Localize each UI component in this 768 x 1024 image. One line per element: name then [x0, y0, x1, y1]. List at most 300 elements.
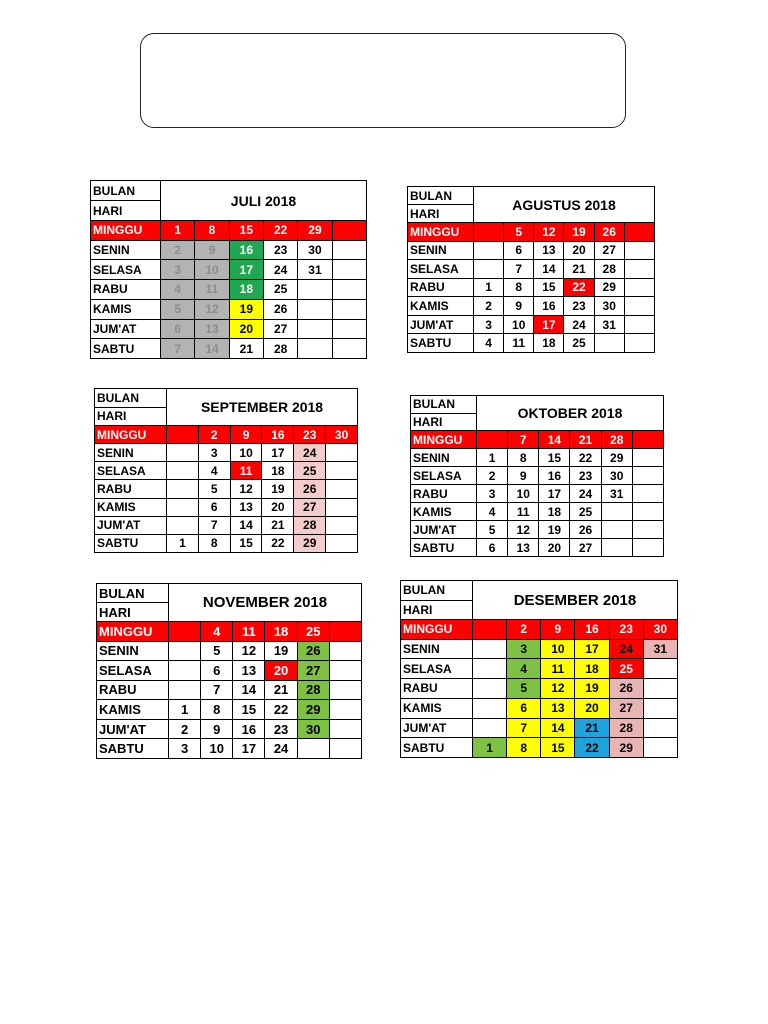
date-cell: 11	[195, 280, 229, 300]
day-label: SENIN	[91, 240, 161, 260]
date-cell: 17	[229, 260, 263, 280]
date-cell: 9	[508, 467, 539, 485]
day-row-rabu	[91, 280, 367, 300]
date-cell: 8	[201, 700, 233, 720]
month-title: NOVEMBER 2018	[169, 584, 362, 622]
date-cell: 17	[539, 485, 570, 503]
date-cell	[624, 315, 654, 334]
date-cell	[332, 339, 366, 359]
day-row-kamis	[411, 503, 664, 521]
date-cell	[329, 661, 361, 681]
date-cell	[326, 444, 358, 462]
date-cell: 12	[534, 223, 564, 242]
date-cell: 7	[201, 680, 233, 700]
date-cell: 1	[477, 449, 508, 467]
calendar-november	[96, 583, 362, 759]
date-cell: 3	[161, 260, 195, 280]
day-label: MINGGU	[95, 426, 167, 444]
date-cell: 1	[161, 221, 195, 241]
month-title: OKTOBER 2018	[477, 396, 664, 431]
date-cell: 27	[594, 241, 624, 260]
date-cell	[169, 661, 201, 681]
day-row-kamis	[401, 698, 678, 718]
date-cell: 13	[541, 698, 575, 718]
date-cell: 7	[507, 718, 541, 738]
date-cell	[329, 719, 361, 739]
day-label: MINGGU	[91, 221, 161, 241]
date-cell: 22	[575, 738, 609, 758]
day-row-senin	[95, 444, 358, 462]
date-cell: 1	[473, 738, 507, 758]
date-cell: 19	[564, 223, 594, 242]
date-cell	[169, 641, 201, 661]
date-cell	[632, 485, 663, 503]
date-cell: 9	[230, 426, 262, 444]
date-cell: 25	[297, 622, 329, 642]
day-label: SELASA	[97, 661, 169, 681]
day-label: JUM'AT	[91, 319, 161, 339]
date-cell	[632, 539, 663, 557]
day-row-kamis	[97, 700, 362, 720]
date-cell: 10	[504, 315, 534, 334]
date-cell	[643, 738, 677, 758]
day-row-minggu	[408, 223, 655, 242]
date-cell	[632, 503, 663, 521]
day-label: RABU	[401, 679, 473, 699]
date-cell	[298, 299, 332, 319]
date-cell	[167, 462, 199, 480]
date-cell: 9	[504, 297, 534, 316]
date-cell: 12	[230, 480, 262, 498]
date-cell: 13	[534, 241, 564, 260]
date-cell: 18	[539, 503, 570, 521]
date-cell: 14	[230, 516, 262, 534]
calendar-desember	[400, 580, 678, 758]
day-row-kamis	[91, 299, 367, 319]
date-cell	[601, 503, 632, 521]
date-cell: 12	[541, 679, 575, 699]
date-cell	[632, 467, 663, 485]
bulan-label: BULAN	[95, 389, 167, 408]
date-cell: 10	[195, 260, 229, 280]
date-cell: 27	[609, 698, 643, 718]
date-cell: 17	[233, 739, 265, 759]
date-cell: 21	[575, 718, 609, 738]
day-label: MINGGU	[401, 620, 473, 640]
date-cell: 29	[601, 449, 632, 467]
date-cell: 29	[609, 738, 643, 758]
date-cell: 3	[477, 485, 508, 503]
date-cell: 7	[161, 339, 195, 359]
date-cell: 14	[541, 718, 575, 738]
bulan-label: BULAN	[91, 181, 161, 201]
date-cell: 17	[262, 444, 294, 462]
date-cell: 24	[609, 639, 643, 659]
date-cell	[473, 620, 507, 640]
date-cell: 7	[198, 516, 230, 534]
day-label: KAMIS	[408, 297, 474, 316]
day-row-sabtu	[95, 534, 358, 552]
date-cell: 20	[262, 498, 294, 516]
date-cell: 8	[508, 449, 539, 467]
date-cell: 18	[575, 659, 609, 679]
date-cell: 20	[564, 241, 594, 260]
date-cell	[601, 539, 632, 557]
day-row-jumat	[401, 718, 678, 738]
date-cell	[473, 698, 507, 718]
date-cell: 21	[229, 339, 263, 359]
date-cell	[624, 260, 654, 279]
date-cell: 25	[564, 334, 594, 353]
date-cell: 29	[298, 221, 332, 241]
date-cell: 31	[594, 315, 624, 334]
date-cell	[167, 444, 199, 462]
date-cell: 26	[263, 299, 297, 319]
day-label: RABU	[95, 480, 167, 498]
date-cell: 31	[601, 485, 632, 503]
day-label: SENIN	[401, 639, 473, 659]
day-row-minggu	[91, 221, 367, 241]
month-title: DESEMBER 2018	[473, 581, 678, 620]
day-row-selasa	[408, 260, 655, 279]
day-row-rabu	[408, 278, 655, 297]
date-cell	[326, 480, 358, 498]
day-row-rabu	[401, 679, 678, 699]
day-label: SABTU	[411, 539, 477, 557]
hari-label: HARI	[97, 603, 169, 622]
date-cell: 6	[477, 539, 508, 557]
day-label: SELASA	[95, 462, 167, 480]
date-cell: 18	[229, 280, 263, 300]
day-label: KAMIS	[97, 700, 169, 720]
calendar-september	[94, 388, 358, 553]
day-row-senin	[411, 449, 664, 467]
date-cell	[167, 498, 199, 516]
date-cell	[169, 622, 201, 642]
date-cell: 28	[263, 339, 297, 359]
day-row-sabtu	[411, 539, 664, 557]
date-cell	[332, 280, 366, 300]
date-cell	[332, 260, 366, 280]
date-cell	[167, 480, 199, 498]
date-cell: 11	[541, 659, 575, 679]
date-cell: 7	[504, 260, 534, 279]
day-row-senin	[91, 240, 367, 260]
date-cell	[632, 449, 663, 467]
date-cell: 20	[575, 698, 609, 718]
date-cell: 6	[198, 498, 230, 516]
date-cell	[624, 297, 654, 316]
date-cell: 12	[233, 641, 265, 661]
day-row-selasa	[411, 467, 664, 485]
date-cell: 24	[263, 260, 297, 280]
month-title: AGUSTUS 2018	[474, 187, 655, 223]
day-label: RABU	[91, 280, 161, 300]
date-cell: 26	[294, 480, 326, 498]
date-cell: 31	[643, 639, 677, 659]
month-title: SEPTEMBER 2018	[167, 389, 358, 426]
date-cell	[643, 659, 677, 679]
date-cell: 18	[265, 622, 297, 642]
date-cell: 2	[474, 297, 504, 316]
bulan-label: BULAN	[97, 584, 169, 603]
date-cell: 4	[201, 622, 233, 642]
day-row-sabtu	[97, 739, 362, 759]
date-cell	[474, 223, 504, 242]
day-label: SELASA	[408, 260, 474, 279]
date-cell	[643, 698, 677, 718]
date-cell	[473, 718, 507, 738]
date-cell	[624, 334, 654, 353]
date-cell: 28	[601, 431, 632, 449]
date-cell: 9	[195, 240, 229, 260]
date-cell	[326, 516, 358, 534]
date-cell: 23	[609, 620, 643, 640]
day-label: SABTU	[401, 738, 473, 758]
date-cell	[624, 241, 654, 260]
date-cell	[298, 280, 332, 300]
date-cell	[624, 223, 654, 242]
date-cell	[297, 739, 329, 759]
date-cell: 19	[575, 679, 609, 699]
date-cell	[643, 679, 677, 699]
day-label: JUM'AT	[401, 718, 473, 738]
day-row-kamis	[95, 498, 358, 516]
calendar-agustus	[407, 186, 655, 353]
day-label: SELASA	[411, 467, 477, 485]
date-cell: 15	[233, 700, 265, 720]
date-cell: 15	[534, 278, 564, 297]
day-row-senin	[97, 641, 362, 661]
date-cell: 4	[507, 659, 541, 679]
date-cell: 11	[508, 503, 539, 521]
date-cell: 5	[504, 223, 534, 242]
date-cell: 4	[198, 462, 230, 480]
date-cell	[332, 221, 366, 241]
date-cell: 15	[230, 534, 262, 552]
date-cell	[474, 260, 504, 279]
date-cell: 3	[474, 315, 504, 334]
hari-label: HARI	[408, 205, 474, 223]
date-cell: 4	[474, 334, 504, 353]
bulan-label: BULAN	[411, 396, 477, 414]
date-cell: 5	[161, 299, 195, 319]
date-cell: 3	[169, 739, 201, 759]
date-cell: 13	[230, 498, 262, 516]
date-cell	[643, 718, 677, 738]
date-cell: 27	[570, 539, 601, 557]
date-cell: 19	[262, 480, 294, 498]
date-cell: 14	[195, 339, 229, 359]
day-row-jumat	[411, 521, 664, 539]
day-label: SELASA	[401, 659, 473, 679]
day-label: RABU	[97, 680, 169, 700]
day-row-rabu	[95, 480, 358, 498]
date-cell: 5	[477, 521, 508, 539]
date-cell: 18	[262, 462, 294, 480]
day-row-sabtu	[408, 334, 655, 353]
day-row-selasa	[95, 462, 358, 480]
date-cell	[632, 521, 663, 539]
day-row-selasa	[401, 659, 678, 679]
date-cell: 10	[508, 485, 539, 503]
date-cell	[167, 516, 199, 534]
hari-label: HARI	[95, 407, 167, 426]
day-label: JUM'AT	[95, 516, 167, 534]
date-cell: 23	[265, 719, 297, 739]
date-cell: 20	[539, 539, 570, 557]
date-cell: 28	[294, 516, 326, 534]
hari-label: HARI	[411, 413, 477, 431]
date-cell: 8	[507, 738, 541, 758]
day-label: MINGGU	[411, 431, 477, 449]
date-cell: 14	[534, 260, 564, 279]
date-cell: 5	[201, 641, 233, 661]
day-label: SENIN	[411, 449, 477, 467]
day-label: SELASA	[91, 260, 161, 280]
date-cell	[298, 319, 332, 339]
date-cell: 3	[198, 444, 230, 462]
date-cell	[167, 426, 199, 444]
date-cell	[329, 622, 361, 642]
day-label: SABTU	[91, 339, 161, 359]
date-cell: 27	[294, 498, 326, 516]
date-cell: 30	[643, 620, 677, 640]
date-cell: 24	[564, 315, 594, 334]
hari-label: HARI	[401, 600, 473, 620]
day-label: SENIN	[97, 641, 169, 661]
day-label: SENIN	[408, 241, 474, 260]
date-cell: 13	[195, 319, 229, 339]
date-cell: 29	[594, 278, 624, 297]
day-label: KAMIS	[411, 503, 477, 521]
date-cell: 30	[326, 426, 358, 444]
day-label: KAMIS	[95, 498, 167, 516]
date-cell: 24	[294, 444, 326, 462]
date-cell: 26	[297, 641, 329, 661]
day-label: SABTU	[408, 334, 474, 353]
date-cell: 7	[508, 431, 539, 449]
date-cell: 4	[477, 503, 508, 521]
date-cell	[473, 659, 507, 679]
day-row-kamis	[408, 297, 655, 316]
date-cell: 17	[575, 639, 609, 659]
day-row-selasa	[97, 661, 362, 681]
date-cell: 10	[201, 739, 233, 759]
date-cell: 19	[539, 521, 570, 539]
date-cell	[326, 534, 358, 552]
date-cell: 16	[262, 426, 294, 444]
date-cell: 23	[564, 297, 594, 316]
date-cell: 25	[609, 659, 643, 679]
date-cell: 24	[265, 739, 297, 759]
day-label: MINGGU	[408, 223, 474, 242]
date-cell: 26	[594, 223, 624, 242]
date-cell: 14	[539, 431, 570, 449]
date-cell: 8	[504, 278, 534, 297]
date-cell: 6	[201, 661, 233, 681]
date-cell	[624, 278, 654, 297]
date-cell: 23	[294, 426, 326, 444]
date-cell: 28	[609, 718, 643, 738]
date-cell: 25	[294, 462, 326, 480]
date-cell: 18	[534, 334, 564, 353]
bulan-label: BULAN	[401, 581, 473, 601]
date-cell: 16	[539, 467, 570, 485]
day-row-rabu	[411, 485, 664, 503]
day-row-sabtu	[401, 738, 678, 758]
date-cell: 11	[233, 622, 265, 642]
day-label: RABU	[408, 278, 474, 297]
date-cell: 9	[201, 719, 233, 739]
day-label: SENIN	[95, 444, 167, 462]
day-row-rabu	[97, 680, 362, 700]
date-cell: 19	[265, 641, 297, 661]
bulan-label: BULAN	[408, 187, 474, 205]
date-cell: 22	[564, 278, 594, 297]
day-label: JUM'AT	[408, 315, 474, 334]
date-cell: 26	[609, 679, 643, 699]
day-row-jumat	[95, 516, 358, 534]
date-cell: 11	[504, 334, 534, 353]
date-cell: 5	[198, 480, 230, 498]
date-cell: 26	[570, 521, 601, 539]
date-cell: 29	[297, 700, 329, 720]
date-cell: 1	[167, 534, 199, 552]
day-row-jumat	[91, 319, 367, 339]
day-row-jumat	[408, 315, 655, 334]
hari-label: HARI	[91, 201, 161, 221]
date-cell: 10	[541, 639, 575, 659]
calendar-oktober	[410, 395, 664, 557]
date-cell: 1	[169, 700, 201, 720]
date-cell	[329, 641, 361, 661]
date-cell	[473, 639, 507, 659]
date-cell	[632, 431, 663, 449]
day-row-senin	[401, 639, 678, 659]
date-cell: 8	[198, 534, 230, 552]
date-cell: 16	[233, 719, 265, 739]
date-cell: 19	[229, 299, 263, 319]
date-cell: 25	[263, 280, 297, 300]
date-cell: 6	[504, 241, 534, 260]
date-cell	[601, 521, 632, 539]
header-box	[140, 33, 626, 128]
date-cell: 12	[195, 299, 229, 319]
date-cell: 22	[570, 449, 601, 467]
day-row-minggu	[411, 431, 664, 449]
day-row-senin	[408, 241, 655, 260]
date-cell: 20	[229, 319, 263, 339]
date-cell: 31	[298, 260, 332, 280]
date-cell: 29	[294, 534, 326, 552]
date-cell: 1	[474, 278, 504, 297]
date-cell	[332, 240, 366, 260]
day-row-minggu	[95, 426, 358, 444]
date-cell	[326, 462, 358, 480]
date-cell: 12	[508, 521, 539, 539]
date-cell: 5	[507, 679, 541, 699]
date-cell: 2	[507, 620, 541, 640]
date-cell: 16	[534, 297, 564, 316]
day-label: JUM'AT	[97, 719, 169, 739]
date-cell	[329, 680, 361, 700]
date-cell: 21	[564, 260, 594, 279]
date-cell: 8	[195, 221, 229, 241]
date-cell: 3	[507, 639, 541, 659]
day-row-sabtu	[91, 339, 367, 359]
date-cell: 6	[507, 698, 541, 718]
